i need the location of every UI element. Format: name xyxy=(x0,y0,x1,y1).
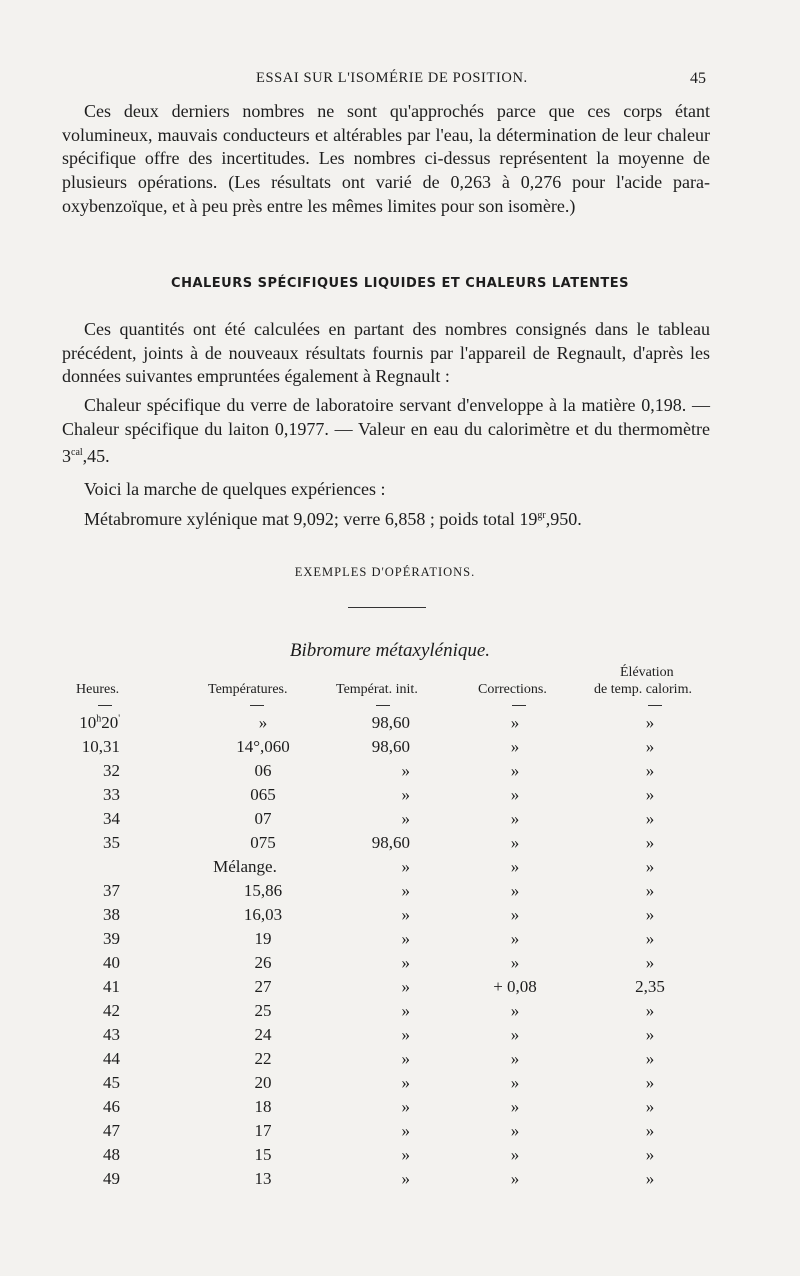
header-elevation-line2: de temp. calorim. xyxy=(594,682,692,697)
cell-hour: 38 xyxy=(103,905,120,924)
cell-correction: » xyxy=(510,1049,520,1068)
cell-temperature: » xyxy=(258,713,268,732)
cell-temperature: 13 xyxy=(254,1169,272,1188)
cell-correction: » xyxy=(510,953,520,972)
cell-correction: » xyxy=(510,713,520,732)
table-row xyxy=(0,905,800,929)
paragraph-calculation-method: Ces quantités ont été calculées en partant des nombres consignés dans le tableau précédent, joints à de nouveaux résultats fournis par l'appareil de Regnault, d'après les données suivantes empruntées également à Regnault : xyxy=(62,319,710,387)
table-row xyxy=(0,1073,800,1097)
p3-superscript: cal xyxy=(71,447,83,459)
cell-correction: » xyxy=(510,737,520,756)
cell-initial: » xyxy=(401,1145,410,1164)
cell-elevation: » xyxy=(645,1097,655,1116)
cell-initial: » xyxy=(401,953,410,972)
paragraph-experiments-intro: Voici la marche de quelques expériences : xyxy=(84,479,386,499)
cell-temperature: 18 xyxy=(254,1097,272,1116)
paragraph-sample-weights xyxy=(62,504,710,532)
cell-hour: 44 xyxy=(103,1049,120,1068)
table-row xyxy=(0,713,800,737)
cell-temperature: 27 xyxy=(254,977,272,996)
cell-initial: 98,60 xyxy=(371,833,410,852)
cell-elevation: » xyxy=(645,1169,655,1188)
cell-initial: 98,60 xyxy=(371,713,410,732)
cell-elevation: » xyxy=(645,737,655,756)
cell-temperature: 24 xyxy=(254,1025,272,1044)
cell-temperature: Mélange. xyxy=(213,857,277,876)
hour-main: 10 xyxy=(79,713,97,732)
cell-hour: 41 xyxy=(103,977,120,996)
table-row xyxy=(0,881,800,905)
header-initial-temperature: Températ. init. xyxy=(336,682,418,697)
cell-elevation: » xyxy=(645,1025,655,1044)
cell-elevation: » xyxy=(645,761,655,780)
running-title: ESSAI SUR L'ISOMÉRIE DE POSITION. xyxy=(256,70,528,86)
cell-elevation: » xyxy=(645,1049,655,1068)
table-row xyxy=(0,761,800,785)
p5-text: Métabromure xylénique mat 9,092; verre 6,858 ; poids total 19 xyxy=(84,509,538,529)
cell-elevation: » xyxy=(645,1145,655,1164)
cell-initial: » xyxy=(401,905,410,924)
cell-correction: » xyxy=(510,761,520,780)
cell-temperature: 19 xyxy=(254,929,272,948)
cell-initial: » xyxy=(401,785,410,804)
cell-correction: » xyxy=(510,809,520,828)
table-row xyxy=(0,737,800,761)
cell-temperature: 06 xyxy=(254,761,272,780)
cell-temperature: 14°,060 xyxy=(236,737,290,756)
header-dash xyxy=(376,705,390,706)
cell-elevation: » xyxy=(645,881,655,900)
header-elevation-line1: Élévation xyxy=(620,665,674,680)
cell-hour: 43 xyxy=(103,1025,120,1044)
table-row xyxy=(0,1169,800,1193)
cell-correction: » xyxy=(510,857,520,876)
cell-correction: » xyxy=(510,1001,520,1020)
cell-correction: » xyxy=(510,785,520,804)
cell-correction: » xyxy=(510,1145,520,1164)
cell-temperature: 17 xyxy=(254,1121,272,1140)
cell-elevation: » xyxy=(645,785,655,804)
table-row-mixing xyxy=(0,857,800,881)
cell-hour: 33 xyxy=(103,785,120,804)
cell-correction: » xyxy=(510,929,520,948)
table-row xyxy=(0,977,800,1001)
cell-hour: 32 xyxy=(103,761,120,780)
cell-hour: 49 xyxy=(103,1169,120,1188)
cell-initial: » xyxy=(401,1001,410,1020)
cell-initial: » xyxy=(401,1025,410,1044)
cell-correction: » xyxy=(510,833,520,852)
cell-initial: » xyxy=(401,977,410,996)
cell-hour: 39 xyxy=(103,929,120,948)
cell-correction: » xyxy=(510,1121,520,1140)
page-number: 45 xyxy=(690,70,706,87)
cell-initial: » xyxy=(401,1121,410,1140)
cell-hour: 37 xyxy=(103,881,120,900)
table-row xyxy=(0,1121,800,1145)
cell-temperature: 065 xyxy=(250,785,276,804)
header-hours: Heures. xyxy=(76,682,120,697)
cell-elevation: 2,35 xyxy=(635,977,665,996)
header-dash xyxy=(250,705,264,706)
table-row xyxy=(0,1025,800,1049)
p3-text-end: ,45. xyxy=(82,446,110,467)
cell-elevation: » xyxy=(645,809,655,828)
cell-hour: 47 xyxy=(103,1121,120,1140)
cell-elevation: » xyxy=(645,1121,655,1140)
cell-elevation: » xyxy=(645,905,655,924)
cell-initial: » xyxy=(401,857,410,876)
cell-hour: 35 xyxy=(103,833,120,852)
cell-hour xyxy=(60,713,120,733)
cell-hour: 40 xyxy=(103,953,120,972)
cell-elevation: » xyxy=(645,929,655,948)
cell-temperature: 26 xyxy=(254,953,272,972)
header-corrections: Corrections. xyxy=(478,682,547,697)
cell-initial: » xyxy=(401,761,410,780)
cell-initial: 98,60 xyxy=(371,737,410,756)
cell-initial: » xyxy=(401,881,410,900)
table-row xyxy=(0,1145,800,1169)
p5-text-end: ,950. xyxy=(545,509,582,529)
cell-hour: 46 xyxy=(103,1097,120,1116)
cell-correction: » xyxy=(510,1097,520,1116)
cell-elevation: » xyxy=(645,713,655,732)
cell-correction: » xyxy=(510,881,520,900)
subheading-examples: EXEMPLES D'OPÉRATIONS. xyxy=(294,565,476,579)
cell-initial: » xyxy=(401,1097,410,1116)
cell-temperature: 22 xyxy=(254,1049,272,1068)
table-row xyxy=(0,1049,800,1073)
table-row xyxy=(0,809,800,833)
cell-temperature: 15 xyxy=(254,1145,272,1164)
header-dash xyxy=(98,705,112,706)
cell-temperature: 16,03 xyxy=(243,905,283,924)
cell-correction: + 0,08 xyxy=(493,977,537,996)
cell-temperature: 20 xyxy=(254,1073,272,1092)
cell-temperature: 15,86 xyxy=(243,881,283,900)
cell-initial: » xyxy=(401,929,410,948)
table-title: Bibromure métaxylénique. xyxy=(289,640,491,661)
table-row xyxy=(0,1001,800,1025)
cell-elevation: » xyxy=(645,1073,655,1092)
table-row xyxy=(0,833,800,857)
header-dash xyxy=(648,705,662,706)
table-row xyxy=(0,785,800,809)
cell-correction: » xyxy=(510,1169,520,1188)
paragraph-specific-heat-values xyxy=(62,394,710,469)
cell-elevation: » xyxy=(645,857,655,876)
section-heading: CHALEURS SPÉCIFIQUES LIQUIDES ET CHALEURS LATENTES xyxy=(171,276,629,291)
divider-rule xyxy=(348,607,426,608)
cell-correction: » xyxy=(510,1073,520,1092)
cell-hour: 45 xyxy=(103,1073,120,1092)
header-dash xyxy=(512,705,526,706)
cell-initial: » xyxy=(401,809,410,828)
cell-correction: » xyxy=(510,1025,520,1044)
cell-temperature: 07 xyxy=(254,809,272,828)
table-row xyxy=(0,929,800,953)
header-temperatures: Températures. xyxy=(208,682,288,697)
cell-temperature: 25 xyxy=(254,1001,272,1020)
cell-elevation: » xyxy=(645,833,655,852)
cell-hour: 48 xyxy=(103,1145,120,1164)
cell-temperature: 075 xyxy=(250,833,276,852)
running-head xyxy=(0,70,800,92)
cell-hour: 34 xyxy=(103,809,120,828)
p5-superscript: gr xyxy=(537,510,546,521)
hour-sup2: ' xyxy=(118,713,120,725)
cell-initial: » xyxy=(401,1049,410,1068)
cell-hour: 42 xyxy=(103,1001,120,1020)
cell-correction: » xyxy=(510,905,520,924)
table-row xyxy=(0,953,800,977)
cell-elevation: » xyxy=(645,1001,655,1020)
paragraph-specific-heat-notes: Ces deux derniers nombres ne sont qu'approchés parce que ces corps étant volumineux, mauvais conducteurs et altérables par l'eau, la détermination de leur chaleur spécifique offre des incertitudes. Les nombres ci-dessus représentent la moyenne de plusieurs opérations. (Les résultats ont varié de 0,263 à 0,276 pour l'acide para-oxybenzoïque, et à peu près entre les mêmes limites pour son isomère.) xyxy=(62,101,710,216)
cell-initial: » xyxy=(401,1073,410,1092)
hour-min: 20 xyxy=(101,713,119,732)
cell-initial: » xyxy=(401,1169,410,1188)
p3-text: Chaleur spécifique du verre de laboratoire servant d'enveloppe à la matière 0,198. — Chaleur spécifique du laiton 0,1977. — Valeur en eau du calorimètre et du thermomètre 3 xyxy=(62,395,710,467)
hour-sup: h xyxy=(96,713,102,725)
table-row xyxy=(0,1097,800,1121)
cell-hour: 10,31 xyxy=(81,737,120,756)
cell-elevation: » xyxy=(645,953,655,972)
